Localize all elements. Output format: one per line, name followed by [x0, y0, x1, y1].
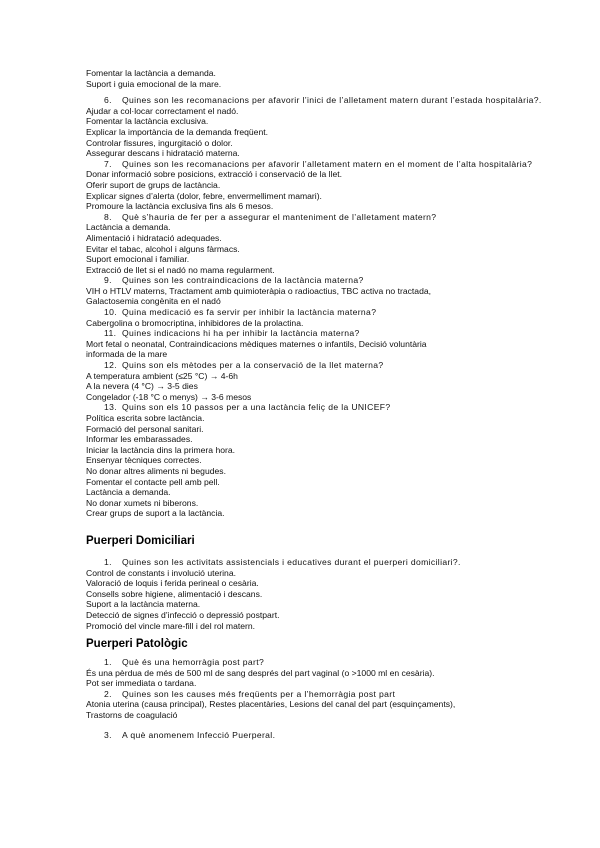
answer-line: Formació del personal sanitari. — [86, 423, 204, 434]
question-number: 7. — [104, 158, 112, 169]
question — [86, 212, 556, 223]
answer-line: Informar les embarassades. — [86, 434, 193, 445]
answer-line: Valoració de loquis i ferida perineal o cesària. — [86, 578, 259, 589]
answer-line: Consells sobre higiene, alimentació i descans. — [86, 588, 263, 599]
domiciliari-questions — [86, 557, 556, 631]
answer-line: Congelador (-18 °C o menys) → 3-6 mesos — [86, 391, 252, 402]
question — [86, 689, 556, 700]
answer-line: Galactosemia congènita en el nadó — [86, 296, 221, 307]
question-text: Què s’hauria de fer per a assegurar el manteniment de l’alletament matern? — [122, 211, 437, 222]
document-page — [86, 68, 556, 740]
answer-line: Detecció de signes d’infecció o depressió postpart. — [86, 609, 280, 620]
answer-line: Lactància a demanda. — [86, 222, 171, 233]
question — [86, 730, 556, 741]
question — [86, 307, 556, 318]
answer-line: Ajudar a col·locar correctament el nadó. — [86, 105, 239, 116]
question-number: 1. — [104, 657, 112, 668]
answer-line: Control de constants i involució uterina. — [86, 567, 236, 578]
question-text: Què és una hemorràgia post part? — [122, 657, 265, 668]
question-number: 13. — [104, 402, 117, 413]
question-number: 1. — [104, 556, 112, 567]
answer-line: No donar xumets ni biberons. — [86, 497, 199, 508]
question-number: 6. — [104, 95, 112, 106]
question-number: 2. — [104, 688, 112, 699]
section-heading-patologic: Puerperi Patològic — [86, 638, 188, 651]
question-text: Quins son els 10 passos per a una lactància feliç de la UNICEF? — [122, 402, 391, 413]
answer-line: Alimentació i hidratació adequades. — [86, 232, 222, 243]
answer-line: Assegurar descans i hidratació materna. — [86, 148, 240, 159]
answer-line: Política escrita sobre lactància. — [86, 413, 205, 423]
answer-line: Promoure la lactància exclusiva fins als 6 mesos. — [86, 201, 274, 212]
question-text: Quines son les contraindicacions de la lactància materna? — [122, 275, 364, 286]
question-text: Quina medicació es fa servir per inhibir la lactància materna? — [122, 307, 377, 318]
question — [86, 95, 556, 106]
question-text: Quines son les activitats assistencials i educatives durant el puerperi domiciliari?. — [122, 556, 461, 567]
answer-line: Promoció del vincle mare-fill i del rol matern. — [86, 620, 256, 631]
answer-line: És una pèrdua de més de 500 ml de sang després del part vaginal (o >1000 ml en cesària). — [86, 667, 435, 678]
question-number: 9. — [104, 275, 112, 286]
answer-line: VIH o HTLV materns, Tractament amb quimioteràpia o radioactius, TBC activa no tractada, — [86, 285, 432, 296]
answer-line: Explicar la importància de la demanda freqüent. — [86, 126, 269, 137]
question-text: Quines son les recomanacions per afavorir l’inici de l’alletament matern durant l’estada hospitalària?. — [122, 95, 542, 106]
answer-line: Lactància a demanda. — [86, 487, 171, 498]
answer-line: A temperatura ambient (≤25 °C) → 4-6h — [86, 370, 238, 381]
question — [86, 328, 556, 339]
question — [86, 557, 556, 568]
answer-line: Pot ser immediata o tardana. — [86, 678, 197, 689]
question — [86, 360, 556, 371]
question-number: 10. — [104, 307, 117, 318]
answer-line: Cabergolina o bromocriptina, inhibidores de la prolactina. — [86, 317, 304, 328]
question-text: Quines son les recomanacions per afavorir l’alletament matern en el moment de l’alta hospitalària? — [122, 158, 533, 169]
question-text: Quines son les causes més freqüents per a l’hemorràgia post part — [122, 688, 396, 699]
question-text: Quins son els mètodes per a la conservació de la llet materna? — [122, 360, 384, 371]
answer-line: Explicar signes d’alerta (dolor, febre, envermelliment mamari). — [86, 190, 322, 201]
answer-line: No donar altres aliments ni begudes. — [86, 465, 226, 476]
patologic-questions — [86, 657, 556, 740]
question-number: 12. — [104, 360, 117, 371]
intro-block — [86, 68, 556, 89]
answer-line: Oferir suport de grups de lactància. — [86, 179, 221, 190]
answer-line: Trastorns de coagulació — [86, 710, 178, 721]
question — [86, 159, 556, 170]
answer-line: Evitar el tabac, alcohol i alguns fàrmacs. — [86, 243, 240, 254]
question-number: 11. — [104, 328, 117, 339]
answer-line: Ensenyar tècniques correctes. — [86, 455, 202, 466]
lactancia-questions — [86, 95, 556, 519]
answer-line: Extracció de llet si el nadó no mama regularment. — [86, 264, 275, 275]
answer-line: Suport a la lactància materna. — [86, 599, 201, 610]
question — [86, 657, 556, 668]
intro-line: Fomentar la lactància a demanda. — [86, 68, 216, 78]
answer-line: Atonia uterina (causa principal), Restes placentàries, Lesions del canal del part (esquinçaments), — [86, 699, 456, 710]
answer-line: Donar informació sobre posicions, extracció i conservació de la llet. — [86, 169, 343, 180]
question-text: Quines indicacions hi ha per inhibir la lactància materna? — [122, 328, 360, 339]
answer-line: Fomentar el contacte pell amb pell. — [86, 476, 220, 487]
intro-line: Suport i guia emocional de la mare. — [86, 78, 222, 89]
answer-line: informada de la mare — [86, 349, 168, 360]
answer-line: Suport emocional i familiar. — [86, 254, 190, 265]
question — [86, 402, 556, 413]
answer-line: A la nevera (4 °C) → 3-5 dies — [86, 381, 198, 392]
answer-line: Fomentar la lactància exclusiva. — [86, 116, 209, 127]
question — [86, 275, 556, 286]
section-heading-domiciliari: Puerperi Domiciliari — [86, 534, 195, 547]
question-text: A què anomenem Infecció Puerperal. — [122, 729, 276, 740]
question-number: 8. — [104, 211, 112, 222]
question-number: 3. — [104, 729, 112, 740]
answer-line: Iniciar la lactància dins la primera hora. — [86, 444, 236, 455]
answer-line: Controlar fissures, ingurgitació o dolor. — [86, 137, 233, 148]
answer-line: Mort fetal o neonatal, Contraindicacions mèdiques maternes o infantils, Decisió voluntària — [86, 338, 427, 349]
answer-line: Crear grups de suport a la lactància. — [86, 508, 225, 519]
